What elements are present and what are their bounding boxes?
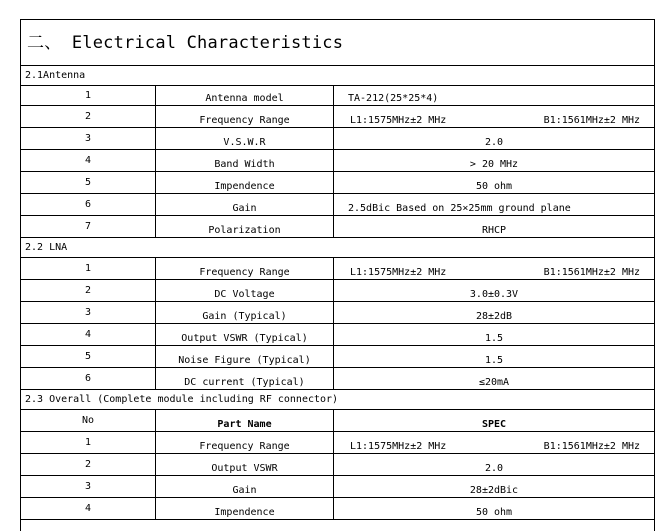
parameter-name: Frequency Range xyxy=(156,106,334,127)
parameter-spec xyxy=(334,258,654,279)
section-heading-antenna: 2.1Antenna xyxy=(21,66,654,86)
row-number: 3 xyxy=(21,476,156,497)
row-number: 2 xyxy=(21,280,156,301)
parameter-name: Impendence xyxy=(156,172,334,193)
parameter-spec xyxy=(334,432,654,453)
row-number: 1 xyxy=(21,258,156,279)
row-number: 6 xyxy=(21,194,156,215)
table-row xyxy=(21,324,654,346)
parameter-name: Antenna model xyxy=(156,86,334,105)
column-header-spec: SPEC xyxy=(481,419,507,430)
spec-l1: L1:1575MHz±2 MHz xyxy=(350,441,447,452)
parameter-name: Output VSWR (Typical) xyxy=(156,324,334,345)
row-number: 1 xyxy=(21,86,156,105)
parameter-name: Frequency Range xyxy=(156,258,334,279)
table-row xyxy=(21,454,654,476)
parameter-spec: 3.0±0.3V xyxy=(469,289,519,300)
page-title: 二、 Electrical Characteristics xyxy=(21,20,654,66)
parameter-name: Frequency Range xyxy=(156,432,334,453)
table-row xyxy=(21,498,654,520)
table-row xyxy=(21,86,654,106)
parameter-name: Gain xyxy=(156,476,334,497)
parameter-name: V.S.W.R xyxy=(156,128,334,149)
table-row xyxy=(21,216,654,238)
table-header-row xyxy=(21,410,654,432)
table-row xyxy=(21,194,654,216)
table-row xyxy=(21,432,654,454)
table-row xyxy=(21,172,654,194)
spec-b1: B1:1561MHz±2 MHz xyxy=(543,441,640,452)
row-number: 1 xyxy=(21,432,156,453)
table-row xyxy=(21,476,654,498)
parameter-name: Output VSWR xyxy=(156,454,334,475)
parameter-name: Gain xyxy=(156,194,334,215)
table-row xyxy=(21,258,654,280)
parameter-spec: 2.0 xyxy=(484,137,504,148)
row-number: 2 xyxy=(21,454,156,475)
column-header-part-name: Part Name xyxy=(156,410,334,431)
row-number: 6 xyxy=(21,368,156,389)
parameter-spec: 2.5dBic Based on 25×25mm ground plane xyxy=(348,203,571,214)
parameter-name: Gain (Typical) xyxy=(156,302,334,323)
parameter-name: Noise Figure (Typical) xyxy=(156,346,334,367)
parameter-name: Polarization xyxy=(156,216,334,237)
spec-l1: L1:1575MHz±2 MHz xyxy=(350,267,447,278)
parameter-spec: 28±2dBic xyxy=(469,485,519,496)
parameter-name: Band Width xyxy=(156,150,334,171)
section-heading-lna: 2.2 LNA xyxy=(21,238,654,258)
parameter-spec xyxy=(334,106,654,127)
parameter-spec: ≤20mA xyxy=(478,377,510,388)
parameter-name: Impendence xyxy=(156,498,334,519)
parameter-spec: RHCP xyxy=(481,225,507,236)
row-number: 4 xyxy=(21,324,156,345)
table-row xyxy=(21,128,654,150)
table-row xyxy=(21,106,654,128)
row-number: 7 xyxy=(21,216,156,237)
column-header-no: No xyxy=(21,410,156,431)
spec-sheet xyxy=(20,19,655,531)
spec-b1: B1:1561MHz±2 MHz xyxy=(543,267,640,278)
table-row xyxy=(21,150,654,172)
parameter-name: DC Voltage xyxy=(156,280,334,301)
parameter-spec: > 20 MHz xyxy=(469,159,519,170)
parameter-name: DC current (Typical) xyxy=(156,368,334,389)
row-number: 3 xyxy=(21,302,156,323)
row-number: 4 xyxy=(21,498,156,519)
parameter-spec: 28±2dB xyxy=(475,311,513,322)
parameter-spec: 50 ohm xyxy=(475,507,513,518)
table-row xyxy=(21,302,654,324)
spec-b1: B1:1561MHz±2 MHz xyxy=(543,115,640,126)
row-number: 5 xyxy=(21,346,156,367)
spec-l1: L1:1575MHz±2 MHz xyxy=(350,115,447,126)
table-row xyxy=(21,368,654,390)
table-row xyxy=(21,346,654,368)
row-number: 4 xyxy=(21,150,156,171)
parameter-spec: 2.0 xyxy=(484,463,504,474)
parameter-spec: 1.5 xyxy=(484,355,504,366)
section-heading-overall: 2.3 Overall (Complete module including RF connector) xyxy=(21,390,654,410)
parameter-spec: TA-212(25*25*4) xyxy=(348,93,439,104)
parameter-spec: 50 ohm xyxy=(475,181,513,192)
row-number: 2 xyxy=(21,106,156,127)
parameter-spec: 1.5 xyxy=(484,333,504,344)
row-number: 3 xyxy=(21,128,156,149)
table-row xyxy=(21,280,654,302)
row-number: 5 xyxy=(21,172,156,193)
